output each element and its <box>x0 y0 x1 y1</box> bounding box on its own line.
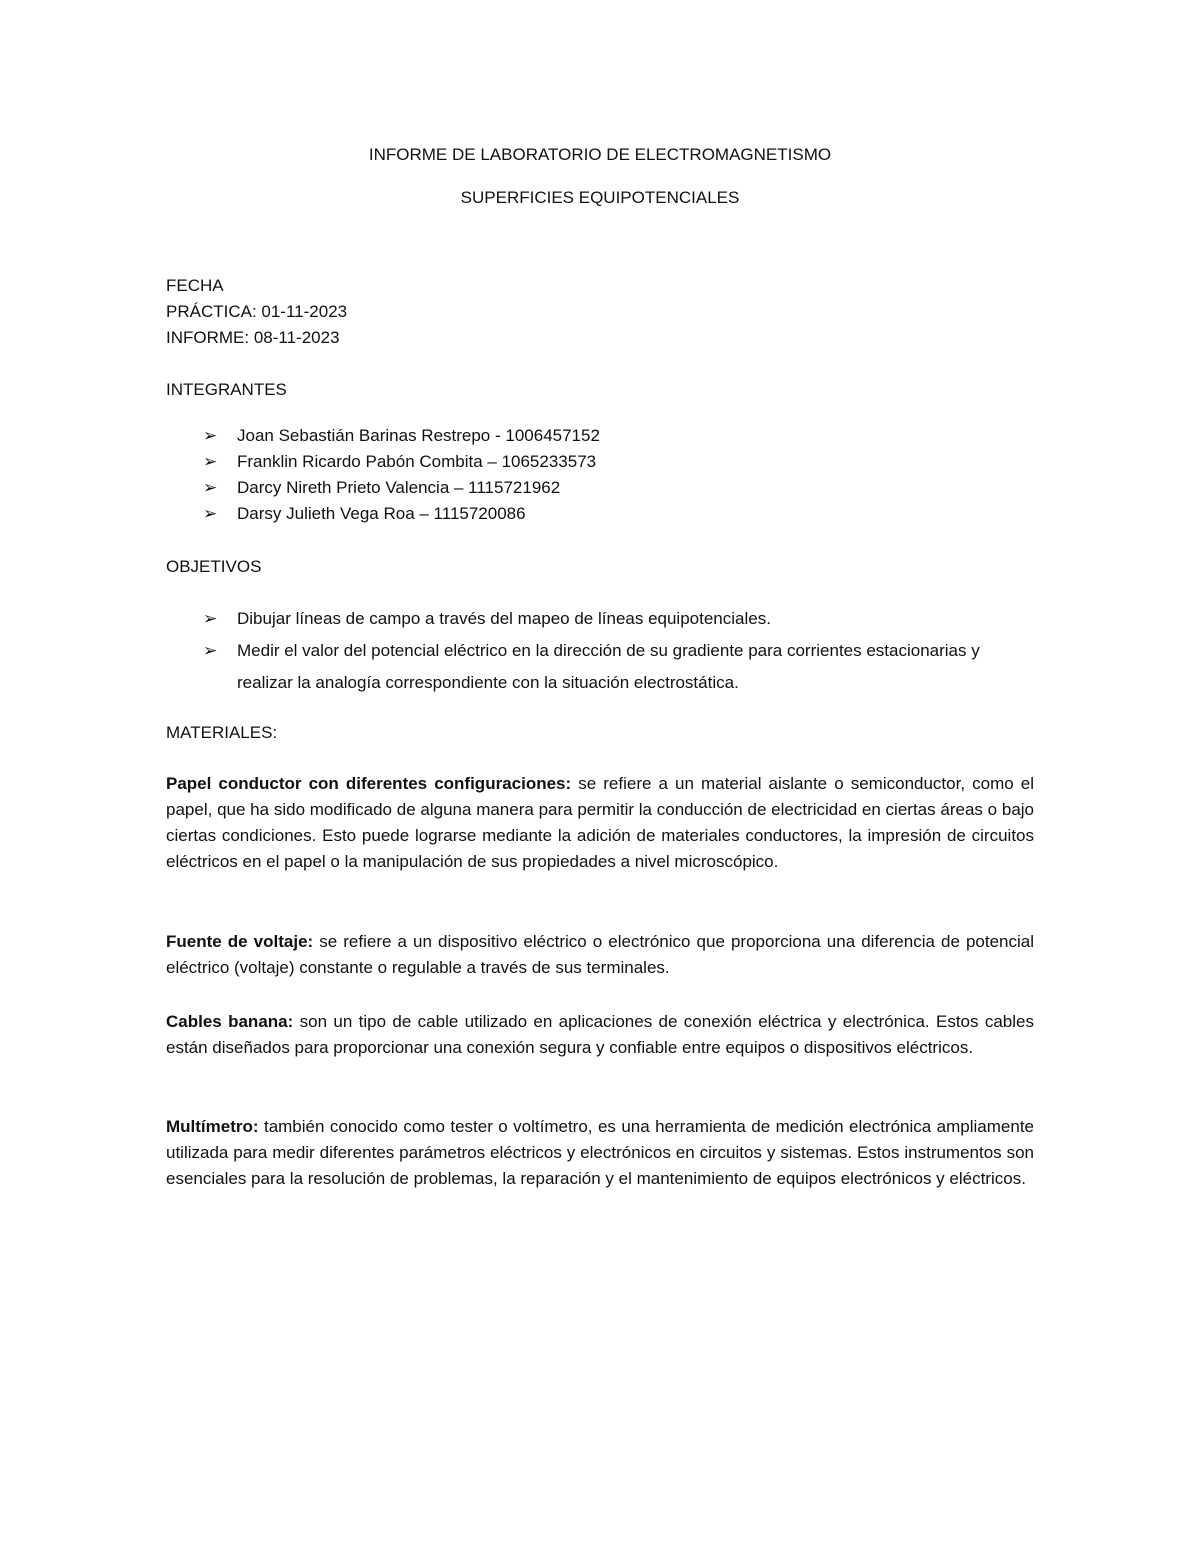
material-description: se refiere a un material aislante o semiconductor, como el papel, que ha sido modificado de alguna manera para permitir la conducción de electricidad en ciertas áreas o bajo ciertas condiciones. Esto puede lograrse mediante la adición de materiales conductores, la impresión de circuitos eléctricos en el papel o la manipulación de sus propiedades a nivel microscópico. <box>166 774 1034 871</box>
material-paragraph <box>166 1114 1034 1192</box>
integrante-name: Darcy Nireth Prieto Valencia – 1115721962 <box>237 478 561 497</box>
integrante-name: Darsy Julieth Vega Roa – 1115720086 <box>237 504 526 523</box>
material-term: Multímetro: <box>166 1117 259 1136</box>
list-item <box>166 423 1034 449</box>
integrantes-section <box>166 377 1034 403</box>
material-paragraph <box>166 929 1034 981</box>
integrantes-list <box>166 423 1034 527</box>
integrantes-list-wrap <box>166 423 1034 527</box>
material-description: se refiere a un dispositivo eléctrico o electrónico que proporciona una diferencia de potencial eléctrico (voltaje) constante o regulable a través de sus terminales. <box>166 932 1034 977</box>
material-term: Papel conductor con diferentes configuraciones: <box>166 774 572 793</box>
report-title: INFORME DE LABORATORIO DE ELECTROMAGNETISMO <box>368 145 832 164</box>
objetivos-label: OBJETIVOS <box>166 557 262 576</box>
integrante-name: Joan Sebastián Barinas Restrepo - 1006457152 <box>237 426 600 445</box>
material-term: Cables banana: <box>166 1012 294 1031</box>
fecha-practica: PRÁCTICA: 01-11-2023 <box>166 302 348 321</box>
arrowhead-bullet-icon: ➢ <box>203 504 218 523</box>
arrowhead-bullet-icon: ➢ <box>203 452 218 471</box>
fecha-informe: INFORME: 08-11-2023 <box>166 328 340 347</box>
material-paragraph <box>166 1009 1034 1061</box>
objetivos-list-wrap <box>166 603 986 699</box>
materiales-section <box>166 720 1034 746</box>
report-subtitle: SUPERFICIES EQUIPOTENCIALES <box>460 188 740 207</box>
material-description: también conocido como tester o voltímetro, es una herramienta de medición electrónica ampliamente utilizada para medir diferentes parámetros eléctricos y electrónicos en circuitos y sistemas. Estos instrumentos son esenciales para la resolución de problemas, la reparación y el mantenimiento de equipos electrónicos y eléctricos. <box>166 1117 1034 1188</box>
arrowhead-bullet-icon: ➢ <box>203 478 218 497</box>
list-item <box>166 449 1034 475</box>
objetivo-text: Medir el valor del potencial eléctrico en la dirección de su gradiente para corrientes estacionarias y realizar la analogía correspondiente con la situación electrostática. <box>237 641 980 692</box>
arrowhead-bullet-icon: ➢ <box>203 609 218 628</box>
list-item <box>166 635 986 699</box>
objetivos-list <box>166 603 986 699</box>
list-item <box>166 501 1034 527</box>
fecha-section <box>166 273 1034 351</box>
objetivo-text: Dibujar líneas de campo a través del mapeo de líneas equipotenciales. <box>237 609 771 628</box>
list-item <box>166 603 986 635</box>
arrowhead-bullet-icon: ➢ <box>203 426 218 445</box>
material-paragraph <box>166 771 1034 875</box>
material-term: Fuente de voltaje: <box>166 932 314 951</box>
arrowhead-bullet-icon: ➢ <box>203 641 218 660</box>
integrantes-label: INTEGRANTES <box>166 380 287 399</box>
objetivos-section <box>166 554 1034 580</box>
list-item <box>166 475 1034 501</box>
materiales-label: MATERIALES: <box>166 723 278 742</box>
material-description: son un tipo de cable utilizado en aplicaciones de conexión eléctrica y electrónica. Estos cables están diseñados para proporcionar una conexión segura y confiable entre equipos o dispositivos eléctricos. <box>166 1012 1034 1057</box>
integrante-name: Franklin Ricardo Pabón Combita – 1065233573 <box>237 452 597 471</box>
fecha-label: FECHA <box>166 276 224 295</box>
